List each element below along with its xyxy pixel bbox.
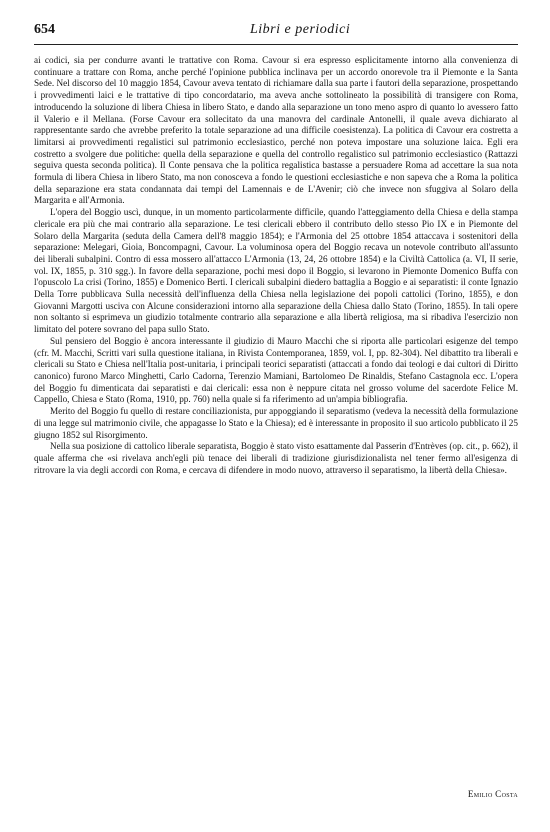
paragraph-5: Nella sua posizione di cattolico liberale separatista, Boggio è stato visto esattamente dal Passerin d'Entrèves (op. cit., p. 662), il quale afferma che «si rivelava anch'egli più tenace dei liberali di tradizione giurisdizionalista nel tener fermo all'esigenza di ritrovare la via degli accordi con Roma, e cercava di difendere in modo nuovo, attraverso il separatismo, la libertà della Chiesa».: [34, 441, 518, 475]
paragraph-1: ai codici, sia per condurre avanti le trattative con Roma. Cavour si era espresso esplicitamente intorno alla convenienza di continuare a trattare con Roma, anche perché l'opinione pubblica inclinava per un accordo onorevole tra il Piemonte e la Santa Sede. Nel discorso del 10 maggio 1854, Cavour aveva tentato di richiamare dalla sua parte i fautori della separazione, prospettando i provvedimenti laici e le trattative di tipo concordatario, ma aveva anche sottolineato la possibilità di transigere con Roma, introducendo la soluzione di libera Chiesa in libero Stato, e dando alla separazione un tono meno aspro di quanto lo avessero fatto il Valerio e il Mellana. (Forse Cavour era sollecitato da una manovra del cardinale Antonelli, il quale aveva dichiarato al rappresentante sardo che avrebbe preferito la totale separazione ad una difficile coesistenza). La politica di Cavour era costretta a limitarsi ai provvedimenti regalistici sul patrimonio ecclesiastico, perché non poteva impostare una soluzione laica. Egli era costretto a svolgere due politiche: quella della separazione e quella del controllo regalistico sul patrimonio ecclesiastico (Rattazzi seguiva questa seconda politica). Il Conte pensava che la politica regalistica bastasse a persuadere Roma ad accettare la sua nota formula di libera Chiesa in libero Stato, ma non conosceva a fondo le questioni ecclesiastiche e non sapeva che a Roma la politica della separazione era stata condannata dai tempi del Lamennais e de L'Avenir; ciò che invece non sfuggiva al Solaro della Margarita e all'Armonia.: [34, 55, 518, 206]
running-head: Libri e periodici: [250, 22, 351, 37]
paragraph-3: Sul pensiero del Boggio è ancora interessante il giudizio di Mauro Macchi che si riporta alle particolari esigenze del tempo (cfr. M. Macchi, Scritti vari sulla questione italiana, in Rivista Contemporanea, 1859, vol. I, pp. 82-304). Nel dibattito tra liberali e clericali su Stato e Chiesa nell'Italia post-unitaria, i principali teorici separatisti (attaccati a fondo dai teologi e dai cultori di Diritto canonico) furono Marco Minghetti, Carlo Cadorna, Terenzio Mamiani, Bartolomeo De Rinaldis, Stefano Castagnola ecc. L'opera del Boggio fu dimenticata dai separatisti e dai clericali: essa non è neppure citata nel grosso volume del sacerdote Felice M. Cappello, Chiesa e Stato (Roma, 1910, pp. 760) nella quale si fa riferimento ad un'ampia bibliografia.: [34, 335, 518, 405]
paragraph-4: Merito del Boggio fu quello di restare conciliazionista, pur appoggiando il separatismo (vedeva la necessità della formulazione di una legge sul matrimonio civile, che appagasse lo Stato e la Chiesa); ed è interessante in proposito il suo articolo pubblicato il 25 giugno 1852 sul Risorgimento.: [34, 406, 518, 440]
article-body: [34, 55, 518, 476]
author-signature: Emilio Costa: [467, 789, 518, 799]
page-number: 654: [34, 22, 55, 37]
page-header: [34, 22, 518, 42]
header-rule: [34, 44, 518, 45]
paragraph-2: L'opera del Boggio uscì, dunque, in un momento particolarmente difficile, quando l'atteggiamento della Chiesa e della stampa clericale era più che mai contrario alla separazione. Le tesi clericali ebbero il contributo dello stesso Pio IX e in Piemonte del Solaro della Margarita (seduta della Camera dell'8 maggio 1854); e l'Armonia del 25 ottobre 1854 attaccava i sostenitori della separazione: Melegari, Gioia, Boncompagni, Cavour. La voluminosa opera del Boggio recava un notevole contributo all'assunto dei liberali subalpini. Contro di essa mossero all'attacco L'Armonia (13, 24, 26 ottobre 1854) e la Civiltà Cattolica (a. VI, II serie, vol. IX, 1855, p. 310 sgg.). In favore della separazione, pochi mesi dopo il Boggio, si levarono in Piemonte Domenico Buffa con l'opuscolo La crisi (Torino, 1855) e Domenico Berti. I clericali subalpini diedero battaglia a Boggio e ai separatisti: il conte Ignazio Della Torre pubblicava Sulla necessità dell'influenza della Chiesa nella legislazione dei popoli cattolici (Torino, 1855), e don Giovanni Margotti usciva con Alcune considerazioni intorno alla separazione della Chiesa dallo Stato (Torino, 1855). In tali opere non soltanto si esprimeva un giudizio totalmente contrario alla separazione e alla libertà religiosa, ma si ribadiva l'esercizio non limitato del potere sovrano del papa sullo Stato.: [34, 207, 518, 335]
